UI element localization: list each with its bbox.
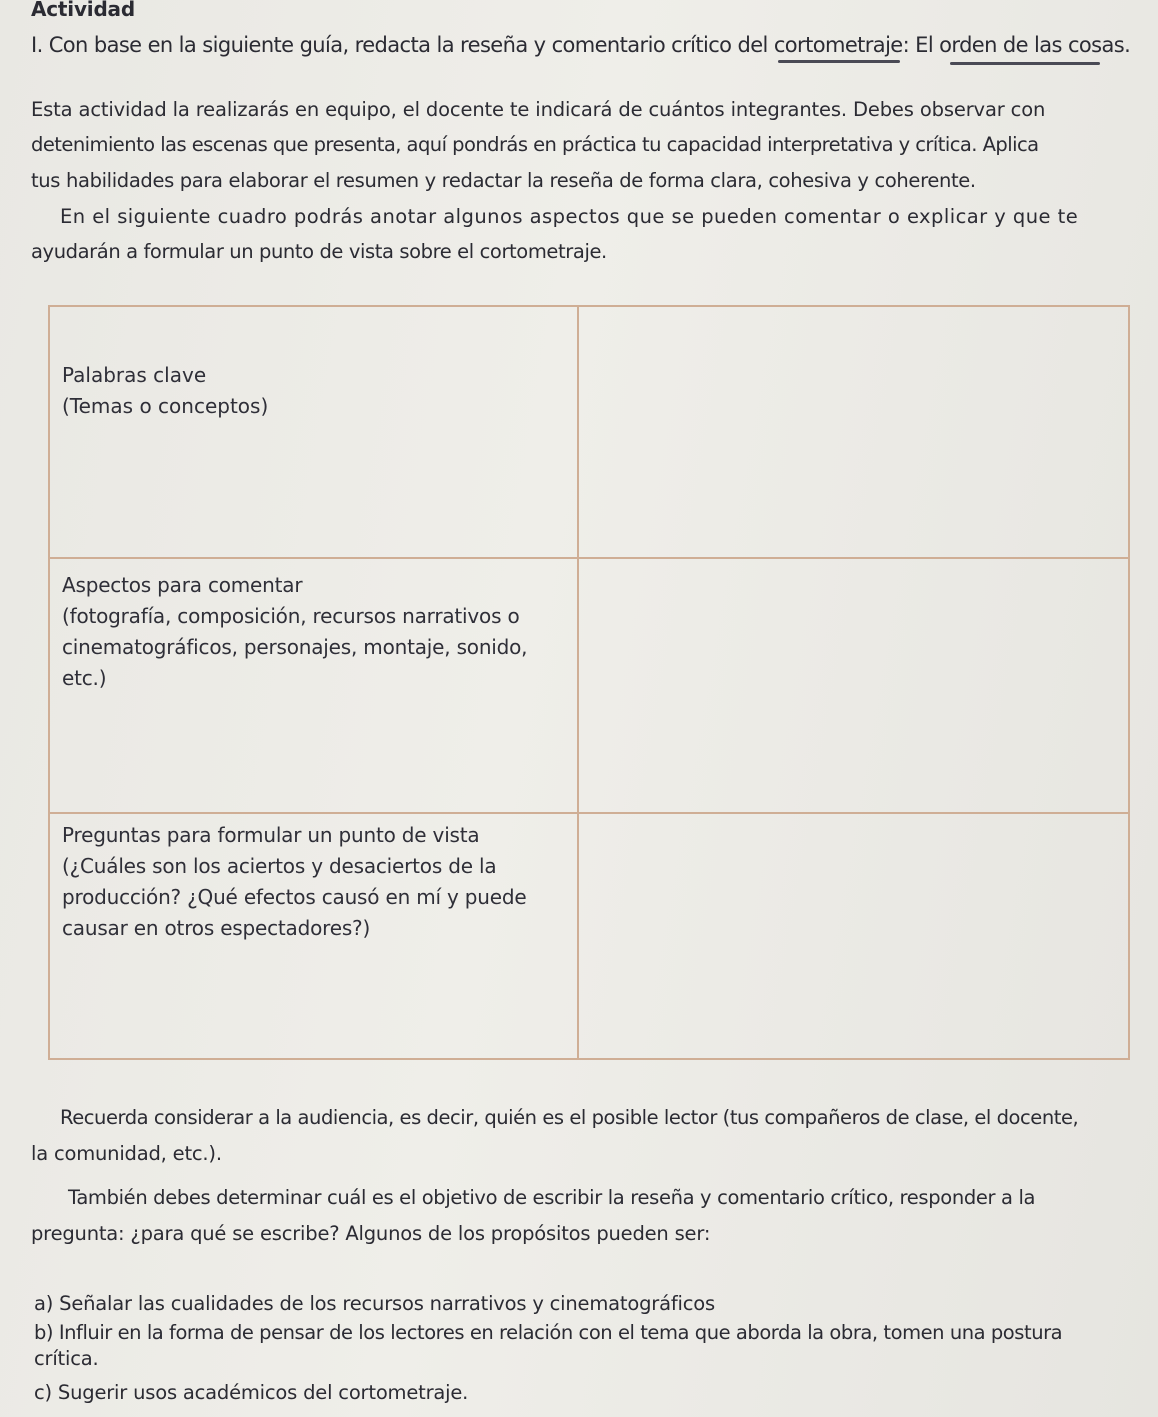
objective-line-1: También debes determinar cuál es el objetivo de escribir la reseña y comentario crítico, responder a la — [68, 1186, 1036, 1209]
table-cell-line: causar en otros espectadores?) — [62, 916, 371, 940]
table-row-divider-2 — [50, 812, 1128, 814]
table-cell-line: (Temas o conceptos) — [62, 394, 269, 418]
analysis-table — [48, 305, 1130, 1060]
table-column-divider — [577, 307, 579, 1058]
title-underline-2 — [950, 62, 1100, 65]
intro-line-5: ayudarán a formular un punto de vista sobre el cortometraje. — [31, 240, 607, 263]
purpose-item-a: a) Señalar las cualidades de los recursos narrativos y cinematográficos — [34, 1292, 715, 1315]
table-row-keywords-label — [62, 360, 268, 422]
table-cell-line: Palabras clave — [62, 363, 207, 387]
intro-line-3: tus habilidades para elaborar el resumen y redactar la reseña de forma clara, cohesiva y coherente. — [31, 169, 976, 192]
activity-heading: Actividad — [31, 0, 135, 21]
intro-line-2: detenimiento las escenas que presenta, aquí pondrás en práctica tu capacidad interpretativa y crítica. Aplica — [31, 133, 1039, 156]
table-row-divider-1 — [50, 557, 1128, 559]
intro-line-1: Esta actividad la realizarás en equipo, el docente te indicará de cuántos integrantes. Debes observar con — [31, 98, 1046, 121]
table-row-questions-label — [62, 820, 526, 944]
table-row-aspects-label — [62, 570, 527, 694]
audience-line-2: la comunidad, etc.). — [31, 1142, 222, 1165]
purpose-item-b: b) Influir en la forma de pensar de los lectores en relación con el tema que aborda la obra, tomen una postura — [34, 1321, 1063, 1344]
purpose-item-c: c) Sugerir usos académicos del cortometraje. — [34, 1381, 469, 1404]
instruction-title: I. Con base en la siguiente guía, redacta la reseña y comentario crítico del cortometraje: El orden de las cosas. — [31, 33, 1131, 57]
purpose-item-b-continued: crítica. — [34, 1347, 99, 1370]
table-cell-line: (¿Cuáles son los aciertos y desaciertos de la — [62, 854, 497, 878]
intro-line-4: En el siguiente cuadro podrás anotar algunos aspectos que se pueden comentar o explicar y que te — [60, 205, 1079, 228]
table-cell-line: etc.) — [62, 666, 107, 690]
objective-line-2: pregunta: ¿para qué se escribe? Algunos de los propósitos pueden ser: — [31, 1222, 711, 1245]
table-cell-line: cinematográficos, personajes, montaje, sonido, — [62, 635, 528, 659]
table-cell-line: (fotografía, composición, recursos narrativos o — [62, 604, 520, 628]
table-cell-line: producción? ¿Qué efectos causó en mí y puede — [62, 885, 527, 909]
audience-line-1: Recuerda considerar a la audiencia, es decir, quién es el posible lector (tus compañeros de clase, el docente, — [60, 1106, 1079, 1129]
title-underline-1 — [778, 60, 900, 63]
table-cell-line: Preguntas para formular un punto de vista — [62, 823, 480, 847]
table-cell-line: Aspectos para comentar — [62, 573, 303, 597]
